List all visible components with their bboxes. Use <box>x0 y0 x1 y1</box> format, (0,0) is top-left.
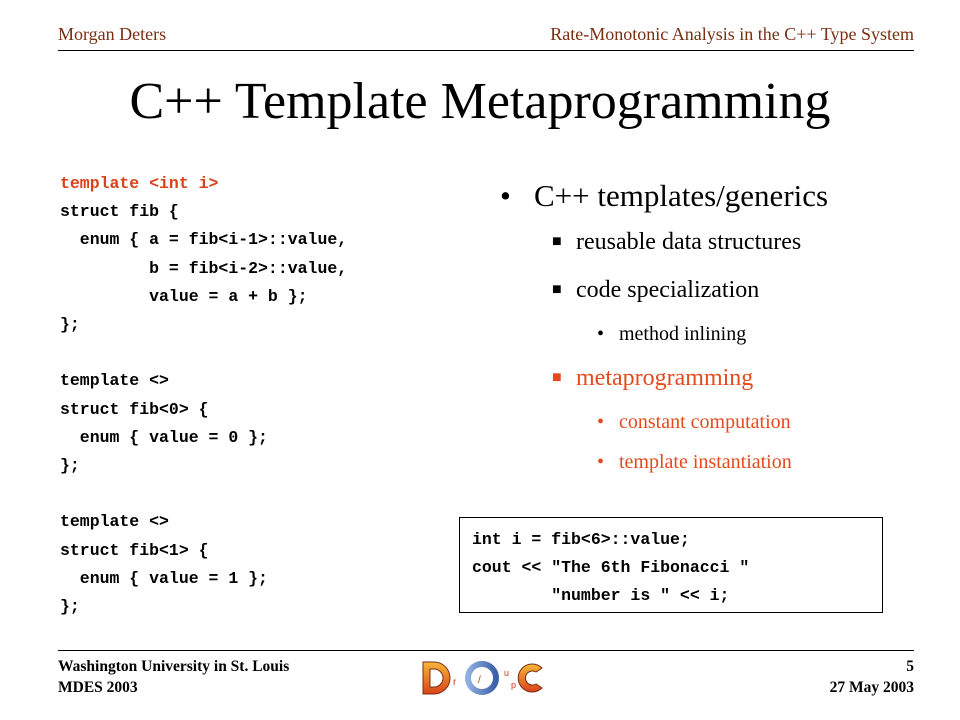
bullet-text: metaprogramming <box>576 365 754 391</box>
code-line: struct fib<0> { <box>60 399 209 419</box>
svg-text:u: u <box>504 668 510 678</box>
bullet-subsub-highlighted <box>500 402 920 442</box>
doc-group-logo <box>420 658 544 698</box>
svg-text:r: r <box>453 677 457 688</box>
code-line: enum { a = fib<i-1>::value, <box>60 230 348 250</box>
code-line: template <int i> <box>60 174 219 193</box>
code-line: int i = fib<6>::value; <box>472 530 690 549</box>
footer-right <box>830 656 914 698</box>
dot-bullet-icon: • <box>597 451 605 473</box>
bullet-sub <box>500 218 920 266</box>
square-bullet-icon: ■ <box>552 281 562 298</box>
footer-page-number: 5 <box>906 658 914 675</box>
code-line: }; <box>60 456 80 476</box>
code-line: enum { value = 1 }; <box>60 568 268 588</box>
footer-venue: MDES 2003 <box>58 679 138 696</box>
code-line: template <> <box>60 512 169 532</box>
code-line: }; <box>60 597 80 617</box>
square-bullet-icon: ■ <box>552 369 562 386</box>
bullet-text: constant computation <box>619 411 791 433</box>
code-line: }; <box>60 315 80 335</box>
footer-rule <box>58 650 914 651</box>
bullet-subsub <box>500 314 920 354</box>
footer-institution: Washington University in St. Louis <box>58 658 290 675</box>
header-author: Morgan Deters <box>58 24 167 44</box>
bullet-text: reusable data structures <box>576 229 802 255</box>
footer-left <box>58 656 289 698</box>
bullet-sub <box>500 266 920 314</box>
code-line: struct fib<1> { <box>60 540 209 560</box>
bullet-text: code specialization <box>576 277 760 303</box>
dot-bullet-icon: • <box>597 323 605 345</box>
svg-text:p: p <box>511 680 517 690</box>
code-line: value = a + b }; <box>60 286 308 306</box>
code-line: "number is " << i; <box>472 586 730 606</box>
header-rule <box>58 50 914 51</box>
bullet-text: template instantiation <box>619 451 792 473</box>
bullet-sub-highlighted <box>500 354 920 402</box>
usage-code-box <box>459 517 883 613</box>
bullet-text: method inlining <box>619 323 747 345</box>
code-line: struct fib { <box>60 202 179 222</box>
bullet-text: C++ templates/generics <box>534 178 829 213</box>
code-line: template <> <box>60 371 169 391</box>
code-line: enum { value = 0 }; <box>60 427 268 447</box>
code-line: b = fib<i-2>::value, <box>60 258 348 278</box>
bullet-main <box>500 174 920 218</box>
svg-text:/: / <box>478 675 481 686</box>
bullet-list <box>500 174 920 482</box>
dot-bullet-icon: • <box>597 411 605 433</box>
code-line: cout << "The 6th Fibonacci " <box>472 558 750 578</box>
bullet-subsub-highlighted <box>500 442 920 482</box>
header-talk-title: Rate-Monotonic Analysis in the C++ Type System <box>550 24 914 44</box>
slide-title: C++ Template Metaprogramming <box>129 73 831 130</box>
footer-date: 27 May 2003 <box>829 679 914 696</box>
square-bullet-icon: ■ <box>552 233 562 250</box>
fib-template-code <box>60 170 347 621</box>
